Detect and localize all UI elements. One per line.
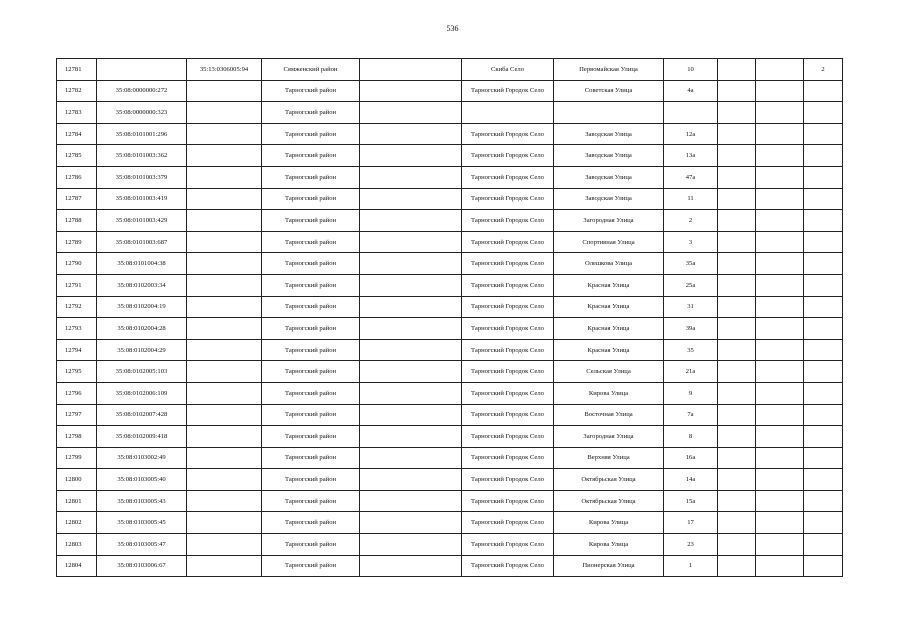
table-row (57, 426, 843, 448)
alt-cadastral-number-cell (187, 318, 262, 340)
street-cell: Заводская Улица (554, 188, 664, 210)
empty-cell (360, 361, 462, 383)
empty-cell (360, 274, 462, 296)
table-row (57, 339, 843, 361)
street-cell: Октябрьская Улица (554, 490, 664, 512)
extra-cell-1 (718, 166, 756, 188)
empty-cell (360, 426, 462, 448)
cadastral-number-cell: 35:08:0101001:296 (97, 123, 187, 145)
alt-cadastral-number-cell (187, 145, 262, 167)
cadastral-number-cell: 35:08:0103005:47 (97, 534, 187, 556)
count-cell (804, 512, 843, 534)
count-cell (804, 296, 843, 318)
settlement-cell: Тарногский Городок Село (462, 166, 554, 188)
table-row (57, 296, 843, 318)
cadastral-number-cell: 35:08:0102006:109 (97, 382, 187, 404)
extra-cell-1 (718, 210, 756, 232)
alt-cadastral-number-cell (187, 188, 262, 210)
count-cell (804, 469, 843, 491)
count-cell (804, 339, 843, 361)
extra-cell-1 (718, 123, 756, 145)
extra-cell-1 (718, 404, 756, 426)
alt-cadastral-number-cell (187, 490, 262, 512)
table-row (57, 123, 843, 145)
alt-cadastral-number-cell (187, 555, 262, 577)
row-number-cell: 12788 (57, 210, 97, 232)
district-cell: Тарногский район (262, 534, 360, 556)
settlement-cell: Тарногский Городок Село (462, 296, 554, 318)
alt-cadastral-number-cell (187, 102, 262, 124)
settlement-cell: Тарногский Городок Село (462, 210, 554, 232)
settlement-cell: Тарногский Городок Село (462, 253, 554, 275)
street-cell: Советская Улица (554, 80, 664, 102)
district-cell: Тарногский район (262, 404, 360, 426)
row-number-cell: 12799 (57, 447, 97, 469)
empty-cell (360, 512, 462, 534)
extra-cell-2 (756, 318, 804, 340)
cadastral-number-cell: 35:08:0103005:40 (97, 469, 187, 491)
row-number-cell: 12790 (57, 253, 97, 275)
alt-cadastral-number-cell (187, 447, 262, 469)
table-row (57, 188, 843, 210)
house-number-cell: 39а (664, 318, 718, 340)
row-number-cell: 12793 (57, 318, 97, 340)
alt-cadastral-number-cell (187, 512, 262, 534)
extra-cell-2 (756, 188, 804, 210)
district-cell: Тарногский район (262, 447, 360, 469)
row-number-cell: 12782 (57, 80, 97, 102)
empty-cell (360, 339, 462, 361)
empty-cell (360, 447, 462, 469)
row-number-cell: 12804 (57, 555, 97, 577)
alt-cadastral-number-cell (187, 361, 262, 383)
cadastral-number-cell: 35:08:0102004:29 (97, 339, 187, 361)
count-cell (804, 188, 843, 210)
empty-cell (360, 188, 462, 210)
extra-cell-2 (756, 231, 804, 253)
row-number-cell: 12784 (57, 123, 97, 145)
row-number-cell: 12795 (57, 361, 97, 383)
street-cell: Красная Улица (554, 318, 664, 340)
table-row (57, 555, 843, 577)
count-cell (804, 534, 843, 556)
extra-cell-2 (756, 102, 804, 124)
house-number-cell: 47а (664, 166, 718, 188)
row-number-cell: 12796 (57, 382, 97, 404)
cadastral-number-cell: 35:08:0101003:362 (97, 145, 187, 167)
cadastral-number-cell: 35:08:0103005:45 (97, 512, 187, 534)
extra-cell-2 (756, 339, 804, 361)
house-number-cell: 4а (664, 80, 718, 102)
empty-cell (360, 102, 462, 124)
extra-cell-2 (756, 123, 804, 145)
extra-cell-1 (718, 534, 756, 556)
district-cell: Тарногский район (262, 274, 360, 296)
empty-cell (360, 123, 462, 145)
street-cell: Олешкова Улица (554, 253, 664, 275)
table-row (57, 447, 843, 469)
street-cell: Пионерская Улица (554, 555, 664, 577)
row-number-cell: 12787 (57, 188, 97, 210)
house-number-cell: 13а (664, 145, 718, 167)
registry-table (56, 58, 843, 577)
district-cell: Тарногский район (262, 512, 360, 534)
street-cell: Верхняя Улица (554, 447, 664, 469)
count-cell (804, 555, 843, 577)
street-cell: Сельская Улица (554, 361, 664, 383)
house-number-cell: 9 (664, 382, 718, 404)
street-cell: Восточная Улица (554, 404, 664, 426)
extra-cell-1 (718, 59, 756, 81)
row-number-cell: 12781 (57, 59, 97, 81)
alt-cadastral-number-cell (187, 426, 262, 448)
district-cell: Тарногский район (262, 296, 360, 318)
table-row (57, 361, 843, 383)
cadastral-number-cell (97, 59, 187, 81)
extra-cell-2 (756, 210, 804, 232)
district-cell: Тарногский район (262, 145, 360, 167)
extra-cell-1 (718, 339, 756, 361)
settlement-cell: Тарногский Городок Село (462, 318, 554, 340)
extra-cell-1 (718, 274, 756, 296)
table-row (57, 274, 843, 296)
district-cell: Тарногский район (262, 210, 360, 232)
cadastral-number-cell: 35:08:0102007:428 (97, 404, 187, 426)
count-cell (804, 253, 843, 275)
table-row (57, 404, 843, 426)
cadastral-number-cell: 35:08:0101003:687 (97, 231, 187, 253)
extra-cell-2 (756, 512, 804, 534)
count-cell (804, 447, 843, 469)
extra-cell-2 (756, 404, 804, 426)
count-cell (804, 102, 843, 124)
extra-cell-2 (756, 274, 804, 296)
settlement-cell: Тарногский Городок Село (462, 555, 554, 577)
cadastral-number-cell: 35:08:0102003:34 (97, 274, 187, 296)
street-cell: Заводская Улица (554, 123, 664, 145)
settlement-cell: Тарногский Городок Село (462, 145, 554, 167)
cadastral-number-cell: 35:08:0102004:19 (97, 296, 187, 318)
count-cell (804, 490, 843, 512)
table-row (57, 145, 843, 167)
extra-cell-1 (718, 145, 756, 167)
street-cell: Кирова Улица (554, 512, 664, 534)
street-cell: Загородная Улица (554, 210, 664, 232)
count-cell (804, 318, 843, 340)
street-cell (554, 102, 664, 124)
extra-cell-1 (718, 382, 756, 404)
cadastral-number-cell: 35:08:0103006:67 (97, 555, 187, 577)
settlement-cell (462, 102, 554, 124)
house-number-cell: 17 (664, 512, 718, 534)
extra-cell-1 (718, 102, 756, 124)
district-cell: Тарногский район (262, 80, 360, 102)
count-cell (804, 123, 843, 145)
extra-cell-2 (756, 490, 804, 512)
table-row (57, 318, 843, 340)
district-cell: Сямженский район (262, 59, 360, 81)
settlement-cell: Тарногский Городок Село (462, 382, 554, 404)
street-cell: Красная Улица (554, 339, 664, 361)
alt-cadastral-number-cell (187, 469, 262, 491)
street-cell: Спортивная Улица (554, 231, 664, 253)
empty-cell (360, 59, 462, 81)
extra-cell-2 (756, 166, 804, 188)
street-cell: Заводская Улица (554, 145, 664, 167)
empty-cell (360, 80, 462, 102)
count-cell (804, 382, 843, 404)
table-row (57, 469, 843, 491)
count-cell (804, 404, 843, 426)
cadastral-number-cell: 35:08:0101003:379 (97, 166, 187, 188)
extra-cell-1 (718, 426, 756, 448)
cadastral-number-cell: 35:08:0000000:323 (97, 102, 187, 124)
settlement-cell: Тарногский Городок Село (462, 404, 554, 426)
street-cell: Загородная Улица (554, 426, 664, 448)
district-cell: Тарногский район (262, 231, 360, 253)
district-cell: Тарногский район (262, 318, 360, 340)
settlement-cell: Скиба Село (462, 59, 554, 81)
row-number-cell: 12801 (57, 490, 97, 512)
extra-cell-1 (718, 512, 756, 534)
table-row (57, 490, 843, 512)
row-number-cell: 12800 (57, 469, 97, 491)
house-number-cell: 23 (664, 534, 718, 556)
extra-cell-1 (718, 469, 756, 491)
row-number-cell: 12797 (57, 404, 97, 426)
street-cell: Заводская Улица (554, 166, 664, 188)
house-number-cell: 3 (664, 231, 718, 253)
house-number-cell: 25а (664, 274, 718, 296)
street-cell: Октябрьская Улица (554, 469, 664, 491)
district-cell: Тарногский район (262, 469, 360, 491)
count-cell: 2 (804, 59, 843, 81)
row-number-cell: 12792 (57, 296, 97, 318)
district-cell: Тарногский район (262, 166, 360, 188)
table-row (57, 166, 843, 188)
table-row (57, 253, 843, 275)
empty-cell (360, 296, 462, 318)
house-number-cell: 10 (664, 59, 718, 81)
cadastral-number-cell: 35:08:0103005:43 (97, 490, 187, 512)
district-cell: Тарногский район (262, 188, 360, 210)
district-cell: Тарногский район (262, 102, 360, 124)
cadastral-number-cell: 35:08:0103002:49 (97, 447, 187, 469)
settlement-cell: Тарногский Городок Село (462, 361, 554, 383)
house-number-cell: 35а (664, 253, 718, 275)
district-cell: Тарногский район (262, 253, 360, 275)
extra-cell-1 (718, 188, 756, 210)
cadastral-number-cell: 35:08:0101003:429 (97, 210, 187, 232)
alt-cadastral-number-cell (187, 296, 262, 318)
alt-cadastral-number-cell (187, 253, 262, 275)
count-cell (804, 145, 843, 167)
alt-cadastral-number-cell: 35:13:0306005:94 (187, 59, 262, 81)
empty-cell (360, 382, 462, 404)
house-number-cell (664, 102, 718, 124)
cadastral-number-cell: 35:08:0102009:418 (97, 426, 187, 448)
extra-cell-2 (756, 80, 804, 102)
row-number-cell: 12789 (57, 231, 97, 253)
count-cell (804, 210, 843, 232)
table-row (57, 382, 843, 404)
row-number-cell: 12785 (57, 145, 97, 167)
count-cell (804, 361, 843, 383)
empty-cell (360, 555, 462, 577)
empty-cell (360, 231, 462, 253)
extra-cell-2 (756, 59, 804, 81)
empty-cell (360, 318, 462, 340)
house-number-cell: 15а (664, 490, 718, 512)
extra-cell-2 (756, 534, 804, 556)
district-cell: Тарногский район (262, 361, 360, 383)
table-row (57, 59, 843, 81)
alt-cadastral-number-cell (187, 80, 262, 102)
row-number-cell: 12783 (57, 102, 97, 124)
settlement-cell: Тарногский Городок Село (462, 534, 554, 556)
extra-cell-1 (718, 253, 756, 275)
alt-cadastral-number-cell (187, 123, 262, 145)
empty-cell (360, 166, 462, 188)
house-number-cell: 7а (664, 404, 718, 426)
house-number-cell: 11 (664, 188, 718, 210)
table-row (57, 534, 843, 556)
row-number-cell: 12798 (57, 426, 97, 448)
street-cell: Красная Улица (554, 274, 664, 296)
alt-cadastral-number-cell (187, 210, 262, 232)
cadastral-number-cell: 35:08:0102004:28 (97, 318, 187, 340)
house-number-cell: 8 (664, 426, 718, 448)
street-cell: Красная Улица (554, 296, 664, 318)
cadastral-number-cell: 35:08:0101004:38 (97, 253, 187, 275)
extra-cell-1 (718, 80, 756, 102)
district-cell: Тарногский район (262, 555, 360, 577)
house-number-cell: 35 (664, 339, 718, 361)
extra-cell-1 (718, 555, 756, 577)
extra-cell-2 (756, 469, 804, 491)
house-number-cell: 16а (664, 447, 718, 469)
table-row (57, 231, 843, 253)
extra-cell-1 (718, 361, 756, 383)
empty-cell (360, 490, 462, 512)
settlement-cell: Тарногский Городок Село (462, 339, 554, 361)
empty-cell (360, 534, 462, 556)
extra-cell-2 (756, 426, 804, 448)
extra-cell-1 (718, 447, 756, 469)
cadastral-number-cell: 35:08:0101003:419 (97, 188, 187, 210)
house-number-cell: 12а (664, 123, 718, 145)
table-row (57, 210, 843, 232)
extra-cell-2 (756, 361, 804, 383)
street-cell: Кирова Улица (554, 534, 664, 556)
settlement-cell: Тарногский Городок Село (462, 512, 554, 534)
alt-cadastral-number-cell (187, 534, 262, 556)
settlement-cell: Тарногский Городок Село (462, 490, 554, 512)
row-number-cell: 12802 (57, 512, 97, 534)
count-cell (804, 426, 843, 448)
district-cell: Тарногский район (262, 382, 360, 404)
count-cell (804, 80, 843, 102)
table-row (57, 80, 843, 102)
extra-cell-2 (756, 296, 804, 318)
empty-cell (360, 253, 462, 275)
settlement-cell: Тарногский Городок Село (462, 274, 554, 296)
row-number-cell: 12803 (57, 534, 97, 556)
settlement-cell: Тарногский Городок Село (462, 188, 554, 210)
cadastral-number-cell: 35:08:0000000:272 (97, 80, 187, 102)
row-number-cell: 12786 (57, 166, 97, 188)
empty-cell (360, 145, 462, 167)
empty-cell (360, 210, 462, 232)
extra-cell-1 (718, 231, 756, 253)
row-number-cell: 12791 (57, 274, 97, 296)
table-body (57, 59, 843, 577)
house-number-cell: 2 (664, 210, 718, 232)
cadastral-number-cell: 35:08:0102005:103 (97, 361, 187, 383)
extra-cell-2 (756, 253, 804, 275)
count-cell (804, 166, 843, 188)
street-cell: Кирова Улица (554, 382, 664, 404)
alt-cadastral-number-cell (187, 166, 262, 188)
extra-cell-2 (756, 145, 804, 167)
count-cell (804, 231, 843, 253)
alt-cadastral-number-cell (187, 274, 262, 296)
extra-cell-2 (756, 382, 804, 404)
alt-cadastral-number-cell (187, 382, 262, 404)
house-number-cell: 21а (664, 361, 718, 383)
alt-cadastral-number-cell (187, 231, 262, 253)
settlement-cell: Тарногский Городок Село (462, 426, 554, 448)
table-row (57, 512, 843, 534)
extra-cell-1 (718, 490, 756, 512)
table-row (57, 102, 843, 124)
settlement-cell: Тарногский Городок Село (462, 80, 554, 102)
empty-cell (360, 404, 462, 426)
count-cell (804, 274, 843, 296)
extra-cell-1 (718, 296, 756, 318)
extra-cell-2 (756, 555, 804, 577)
district-cell: Тарногский район (262, 490, 360, 512)
district-cell: Тарногский район (262, 123, 360, 145)
alt-cadastral-number-cell (187, 339, 262, 361)
street-cell: Первомайская Улица (554, 59, 664, 81)
page-number: 536 (446, 24, 459, 33)
settlement-cell: Тарногский Городок Село (462, 469, 554, 491)
house-number-cell: 31 (664, 296, 718, 318)
row-number-cell: 12794 (57, 339, 97, 361)
district-cell: Тарногский район (262, 339, 360, 361)
house-number-cell: 14а (664, 469, 718, 491)
extra-cell-1 (718, 318, 756, 340)
district-cell: Тарногский район (262, 426, 360, 448)
empty-cell (360, 469, 462, 491)
settlement-cell: Тарногский Городок Село (462, 231, 554, 253)
extra-cell-2 (756, 447, 804, 469)
house-number-cell: 1 (664, 555, 718, 577)
settlement-cell: Тарногский Городок Село (462, 447, 554, 469)
settlement-cell: Тарногский Городок Село (462, 123, 554, 145)
alt-cadastral-number-cell (187, 404, 262, 426)
